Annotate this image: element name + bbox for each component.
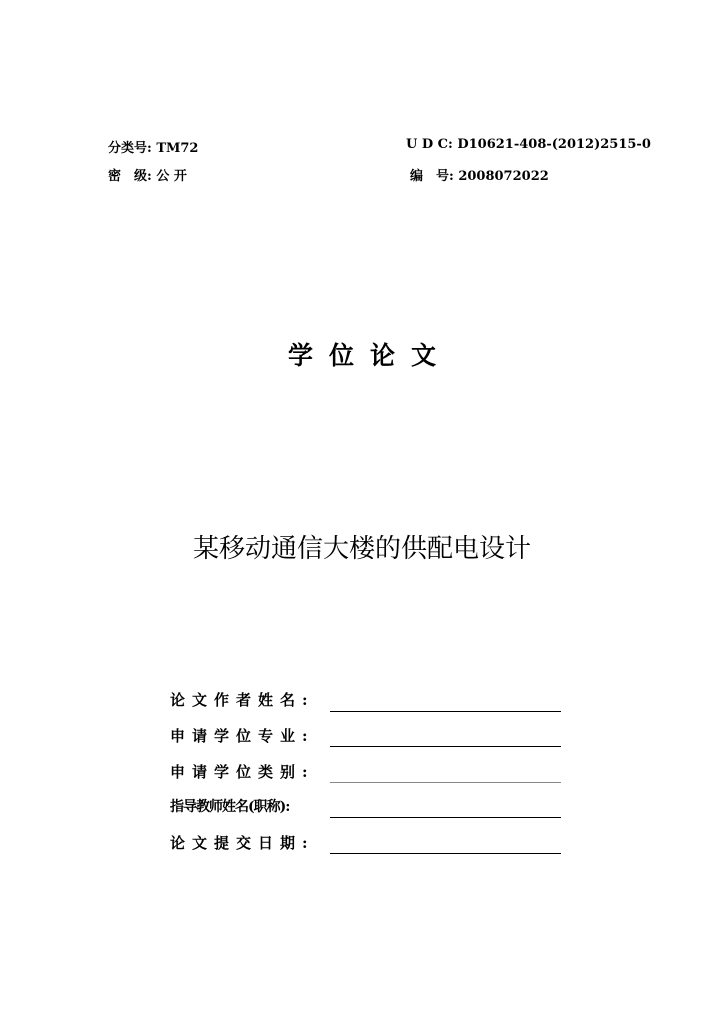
udc-number: U D C: D10621-408-(2012)2515-0 — [406, 137, 651, 152]
degree-major-label: 申请学位专业: — [170, 727, 315, 745]
thesis-title: 某移动通信大楼的供配电设计 — [192, 534, 531, 564]
submission-date-line[interactable] — [330, 853, 561, 854]
submission-date-label: 论文提交日期: — [170, 834, 315, 852]
degree-type-label: 申请学位类别: — [170, 763, 315, 781]
author-name-label: 论文作者姓名: — [170, 691, 315, 709]
classification-number: 分类号: TM72 — [108, 141, 199, 156]
author-name-line[interactable] — [330, 711, 561, 712]
serial-number: 编 号: 2008072022 — [410, 169, 549, 184]
document-title: 学位论文 — [287, 341, 452, 370]
advisor-name-label: 指导教师姓名(职称): — [170, 799, 290, 815]
degree-type-line[interactable] — [330, 782, 561, 783]
degree-major-line[interactable] — [330, 746, 561, 747]
advisor-name-line[interactable] — [330, 817, 561, 818]
secret-level: 密 级: 公 开 — [108, 169, 187, 184]
